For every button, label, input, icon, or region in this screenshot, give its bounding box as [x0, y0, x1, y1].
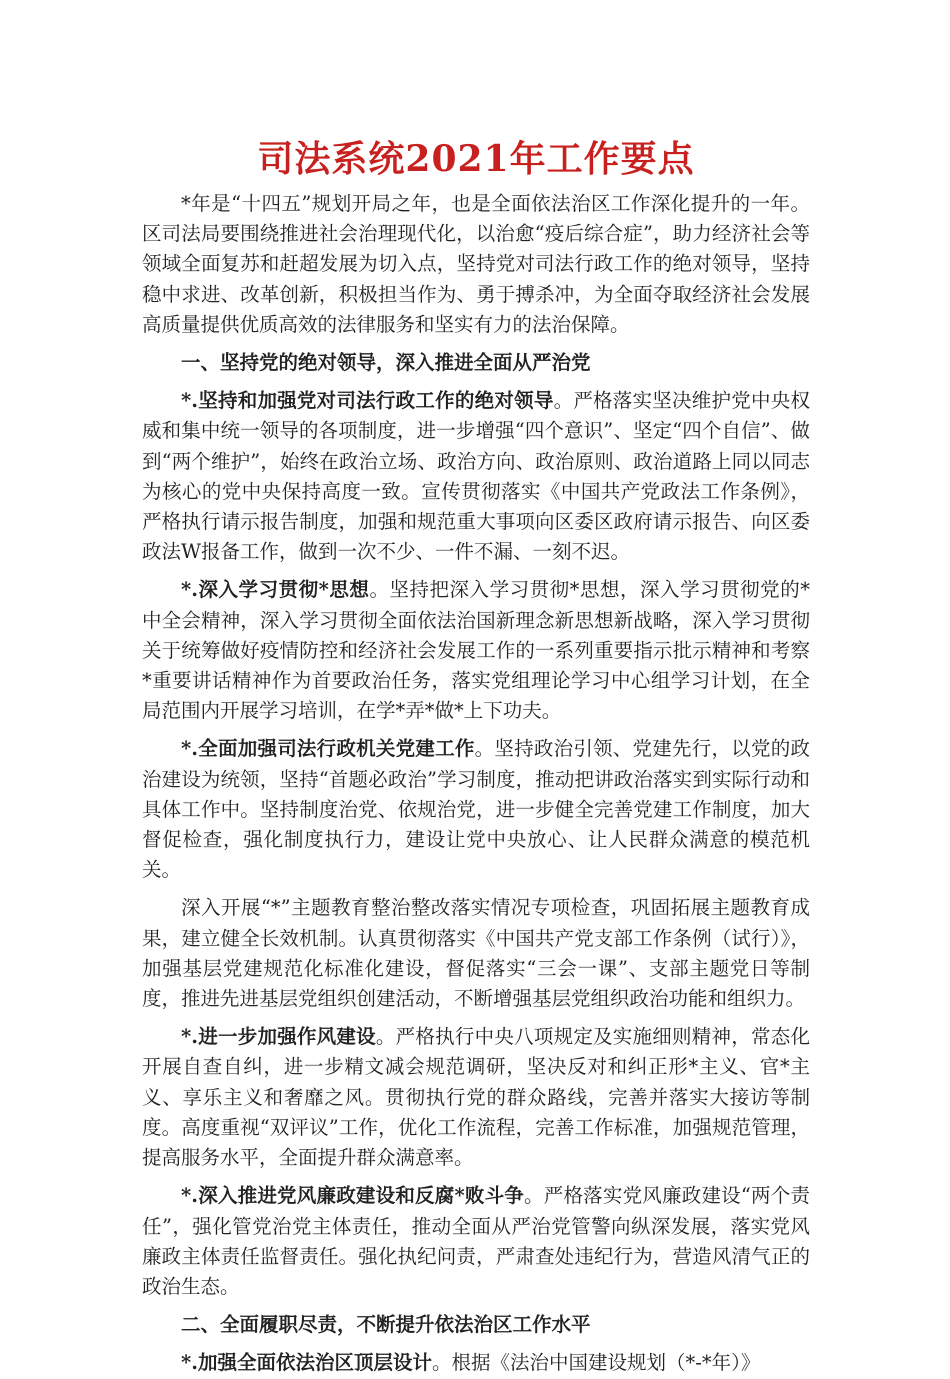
section-heading-1: 一、坚持党的绝对领导，深入推进全面从严治党 — [181, 351, 591, 375]
paragraph-1-body: 。严格落实坚决维护党中央权威和集中统一领导的各项制度，进一步增强“四个意识”、坚定“四个自信”、做到“两个维护”，始终在政治立场、政治方向、政治原则、政治道路上同以同志为核心的党中央保持高度一致。宣传贯彻落实《中国共产党政法工作条例》，严格执行请示报告制度，加强和规范重大事项向区委区政府请示报告、向区委政法W报备工作，做到一次不少、一件不漏、一刻不迟。 — [142, 389, 810, 564]
paragraph-3-lead: *.全面加强司法行政机关党建工作 — [181, 737, 475, 761]
paragraph-1 — [142, 386, 810, 567]
paragraph-3 — [142, 734, 810, 885]
paragraph-7-lead: *.加强全面依法治区顶层设计 — [181, 1351, 432, 1375]
paragraph-7-body: 。根据《法治中国建设规划（*-*年）》 — [432, 1351, 761, 1375]
paragraph-6-lead: *.深入推进党风廉政建设和反腐*败斗争 — [181, 1184, 525, 1208]
intro-paragraph: *年是“十四五”规划开局之年，也是全面依法治区工作深化提升的一年。区司法局要围绕推进社会治理现代化，以治愈“疫后综合症”，助力经济社会等领域全面复苏和赶超发展为切入点，坚持党对司法行政工作的绝对领导，坚持稳中求进、改革创新，积极担当作为、勇于搏杀冲，为全面夺取经济社会发展高质量提供优质高效的法律服务和坚实有力的法治保障。 — [142, 192, 810, 336]
document-title: 司法系统2021年工作要点 — [257, 138, 695, 180]
paragraph-1-lead: *.坚持和加强党对司法行政工作的绝对领导 — [181, 389, 554, 413]
paragraph-3-body: 。坚持政治引领、党建先行，以党的政治建设为统领，坚持“首题必政治”学习制度，推动把讲政治落实到实际行动和具体工作中。坚持制度治党、依规治党，进一步健全完善党建工作制度，加大督促检查，强化制度执行力，建设让党中央放心、让人民群众满意的模范机关。 — [142, 737, 810, 882]
section-heading-2: 二、全面履职尽责，不断提升依法治区工作水平 — [181, 1313, 591, 1337]
paragraph-2-lead: *.深入学习贯彻*思想 — [181, 578, 370, 602]
paragraph-2-body: 。坚持把深入学习贯彻*思想，深入学习贯彻党的*中全会精神，深入学习贯彻全面依法治国新理念新思想新战略，深入学习贯彻关于统筹做好疫情防控和经济社会发展工作的一系列重要指示批示精神和考察*重要讲话精神作为首要政治任务，落实党组理论学习中心组学习计划，在全局范围内开展学习培训，在学*弄*做*上下功夫。 — [142, 578, 810, 723]
paragraph-5 — [142, 1022, 810, 1173]
paragraph-2 — [142, 575, 810, 726]
paragraph-6 — [142, 1181, 810, 1302]
paragraph-7 — [142, 1348, 810, 1378]
paragraph-5-lead: *.进一步加强作风建设 — [181, 1025, 376, 1049]
paragraph-6-body: 。严格落实党风廉政建设“两个责任”，强化管党治党主体责任，推动全面从严治党管警向纵深发展，落实党风廉政主体责任监督责任。强化执纪问责，严肃查处违纪行为，营造风清气正的政治生态。 — [142, 1184, 810, 1298]
paragraph-5-body: 。严格执行中央八项规定及实施细则精神，常态化开展自查自纠，进一步精文减会规范调研，坚决反对和纠正形*主义、官*主义、享乐主义和奢靡之风。贯彻执行党的群众路线，完善并落实大接访等制度。高度重视“双评议”工作，优化工作流程，完善工作标准，加强规范管理，提高服务水平，全面提升群众满意率。 — [142, 1025, 810, 1170]
paragraph-4: 深入开展“*”主题教育整治整改落实情况专项检查，巩固拓展主题教育成果，建立健全长效机制。认真贯彻落实《中国共产党支部工作条例（试行）》，加强基层党建规范化标准化建设，督促落实“三会一课”、支部主题党日等制度，推进先进基层党组织创建活动，不断增强基层党组织政治功能和组织力。 — [142, 896, 810, 1011]
